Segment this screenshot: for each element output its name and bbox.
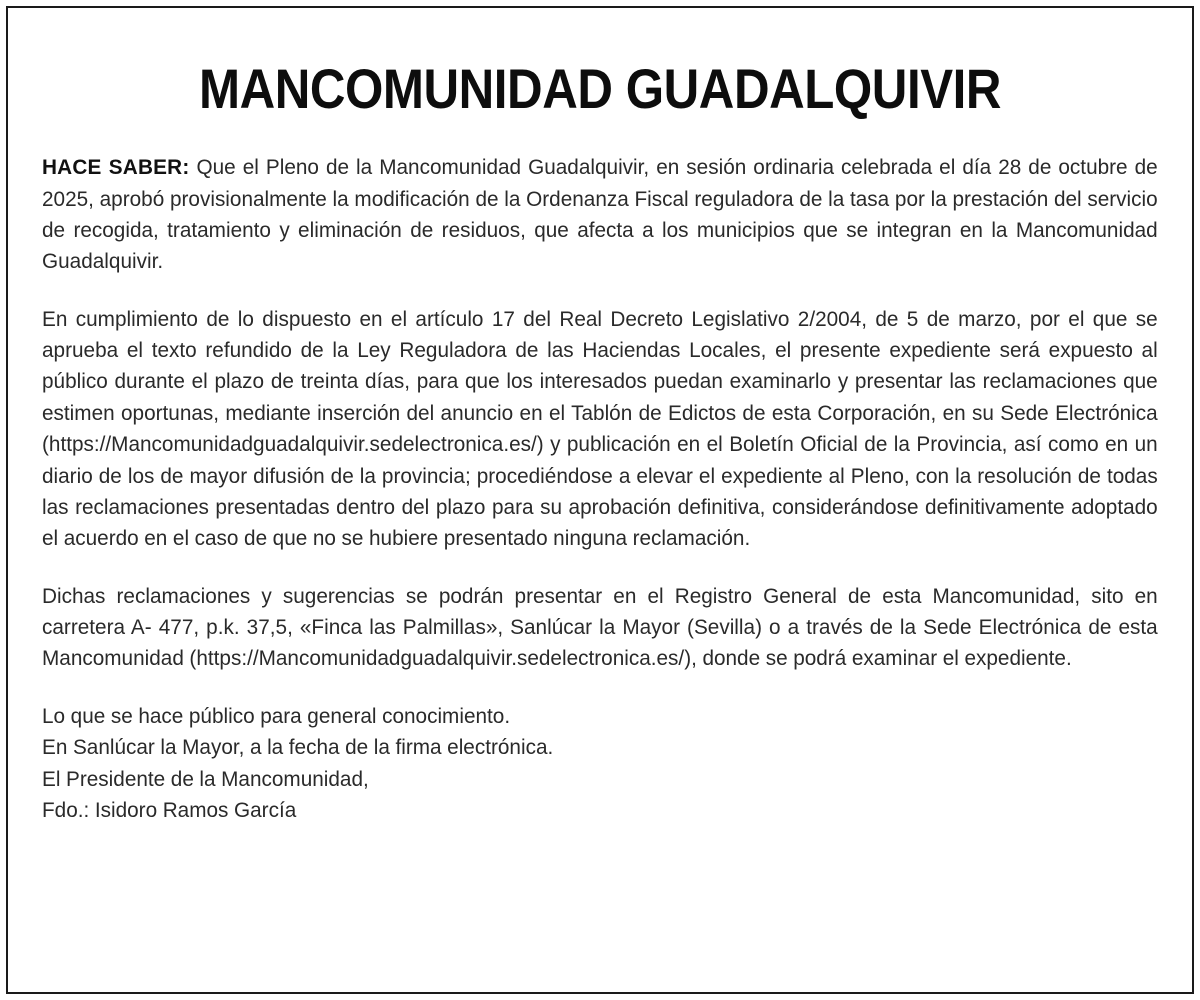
paragraph-legal-basis: En cumplimiento de lo dispuesto en el artículo 17 del Real Decreto Legislativo 2/2004, de 5 de marzo, por el que se aprueba el texto refundido de la Ley Reguladora de las Haciendas Locales, el presente expediente será expuesto al público durante el plazo de treinta días, para que los interesados puedan examinarlo y presentar las reclamaciones que estimen oportunas, mediante inserción del anuncio en el Tablón de Edictos de esta Corporación, en su Sede Electrónica (https://Mancomunidadguadalquivir.sedelectronica.es/) y publicación en el Boletín Oficial de la Provincia, así como en un diario de los de mayor difusión de la provincia; procediéndose a elevar el expediente al Pleno, con la resolución de todas las reclamaciones presentadas dentro del plazo para su aprobación definitiva, considerándose definitivamente adoptado el acuerdo en el caso de que no se hubiere presentado ninguna reclamación. bbox=[42, 306, 1158, 551]
closing-line-signature: Fdo.: Isidoro Ramos García bbox=[42, 797, 297, 822]
page-title: MANCOMUNIDAD GUADALQUIVIR bbox=[198, 57, 1002, 120]
notice-border-frame bbox=[6, 6, 1194, 994]
closing-line-role: El Presidente de la Mancomunidad, bbox=[42, 766, 369, 791]
paragraph-hace-saber bbox=[42, 152, 1158, 278]
paragraph-claims-registry: Dichas reclamaciones y sugerencias se podrán presentar en el Registro General de esta Mancomunidad, sito en carretera A- 477, p.k. 37,5, «Finca las Palmillas», Sanlúcar la Mayor (Sevilla) o a través de la Sede Electrónica de esta Mancomunidad (https://Mancomunidadguadalquivir.sedelectronica.es/), donde se podrá examinar el expediente. bbox=[42, 583, 1158, 671]
paragraph-hace-saber-text: Que el Pleno de la Mancomunidad Guadalquivir, en sesión ordinaria celebrada el día 28 de octubre de 2025, aprobó provisionalmente la modificación de la Ordenanza Fiscal reguladora de la tasa por la prestación del servicio de recogida, tratamiento y eliminación de residuos, que afecta a los municipios que se integran en la Mancomunidad Guadalquivir. bbox=[42, 155, 1158, 274]
closing-block bbox=[42, 701, 1158, 827]
notice-body-text bbox=[42, 152, 1158, 826]
notice-content bbox=[8, 8, 1192, 992]
closing-line-public-notice: Lo que se hace público para general conocimiento. bbox=[42, 703, 511, 728]
hace-saber-label: HACE SABER: bbox=[42, 155, 190, 180]
closing-line-place-date: En Sanlúcar la Mayor, a la fecha de la firma electrónica. bbox=[42, 735, 554, 760]
